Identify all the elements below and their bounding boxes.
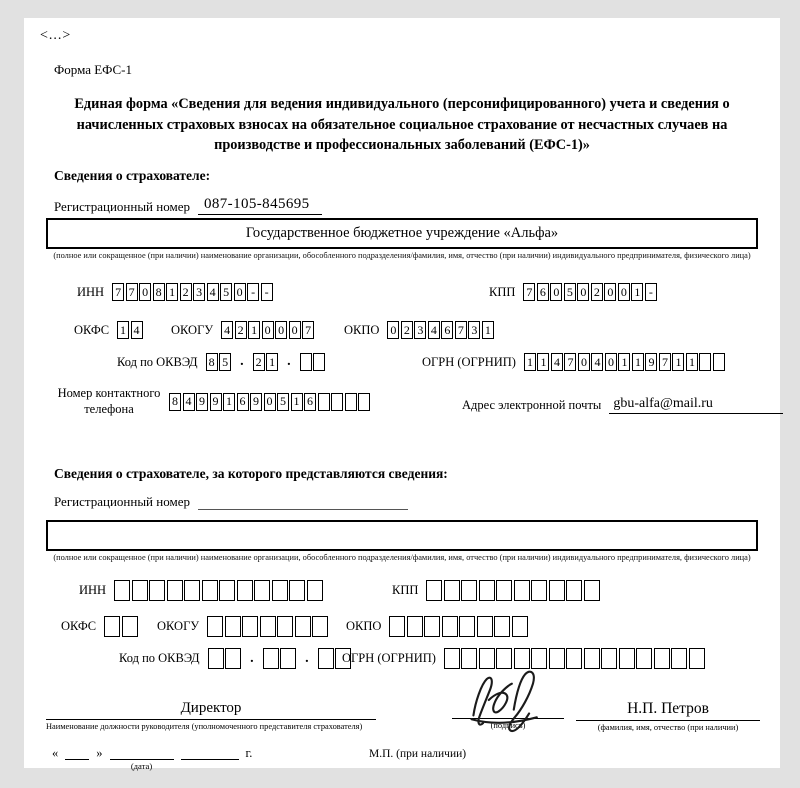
form-cell (219, 580, 235, 601)
form-cell (444, 648, 460, 669)
section2-okfs-field (61, 616, 138, 637)
form-cell (619, 648, 635, 669)
form-cell: 3 (414, 321, 426, 339)
form-cell: 0 (234, 283, 246, 301)
section2-okogu-field (157, 616, 328, 637)
name-caption: (фамилия, имя, отчество (при наличии) (597, 723, 739, 732)
ogrn-cells (524, 353, 725, 371)
ogrn-label: ОГРН (ОГРНИП) (342, 651, 436, 665)
form-page (24, 18, 780, 771)
okved-cells-1 (206, 353, 232, 371)
form-cell: 1 (266, 353, 278, 371)
form-cell (636, 648, 652, 669)
form-code-label: Форма ЕФС-1 (54, 62, 132, 77)
form-cell: 5 (219, 353, 231, 371)
name-value: Н.П. Петров (576, 700, 760, 721)
position-caption: Наименование должности руководителя (уполномоченного представителя страхователя) (46, 722, 363, 731)
form-cell: 0 (618, 283, 630, 301)
form-cell (477, 616, 493, 637)
form-cell (442, 616, 458, 637)
form-cell: 1 (482, 321, 494, 339)
form-cell (358, 393, 370, 411)
okfs-cells (104, 616, 138, 637)
section1-inn-field (77, 283, 273, 301)
date-row (52, 746, 252, 771)
form-cell (318, 393, 330, 411)
form-cell (104, 616, 120, 637)
stamp-label: М.П. (при наличии) (369, 748, 467, 760)
org-name-value: Государственное бюджетное учреждение «Альфа» (245, 225, 559, 241)
form-cell: 4 (221, 321, 233, 339)
form-cell (300, 353, 312, 371)
form-cell (263, 648, 279, 669)
form-cell (566, 580, 582, 601)
quote-close: » (96, 746, 103, 760)
form-cell (566, 648, 582, 669)
year-suffix: г. (245, 746, 253, 760)
inn-label: ИНН (79, 583, 107, 597)
okved-separator: . (287, 354, 291, 369)
form-cell: 2 (253, 353, 265, 371)
form-cell: 7 (455, 321, 467, 339)
form-cell (496, 580, 512, 601)
form-cell: 9 (250, 393, 262, 411)
form-cell (479, 580, 495, 601)
form-cell: 0 (605, 353, 617, 371)
form-cell (225, 616, 241, 637)
form-cell (307, 580, 323, 601)
form-cell: 7 (126, 283, 138, 301)
form-cell (312, 616, 328, 637)
form-cell: 6 (537, 283, 549, 301)
form-cell (295, 616, 311, 637)
email-value: gbu-alfa@mail.ru (609, 396, 783, 414)
form-cell: - (247, 283, 259, 301)
form-cell: 7 (523, 283, 535, 301)
form-cell: 0 (550, 283, 562, 301)
okpo-label: ОКПО (344, 322, 380, 337)
form-cell: 3 (468, 321, 480, 339)
form-cell (132, 580, 148, 601)
form-cell (549, 580, 565, 601)
section2-okved-field (119, 648, 351, 669)
form-cell: 6 (237, 393, 249, 411)
form-cell (459, 616, 475, 637)
form-cell: 7 (112, 283, 124, 301)
form-cell: 1 (537, 353, 549, 371)
inn-cells (114, 580, 323, 601)
okfs-label: ОКФС (61, 619, 97, 633)
signature-block (452, 672, 564, 730)
form-cell (167, 580, 183, 601)
name-signature-block (576, 700, 760, 732)
form-cell: 1 (117, 321, 129, 339)
form-cell: 1 (166, 283, 178, 301)
corner-mark: <...> (40, 28, 72, 43)
form-cell (671, 648, 687, 669)
form-cell (318, 648, 334, 669)
form-cell (444, 580, 460, 601)
date-month-blank (110, 746, 174, 760)
form-cell: 3 (193, 283, 205, 301)
reg-number-label: Регистрационный номер (54, 494, 190, 509)
form-cell (313, 353, 325, 371)
okfs-label: ОКФС (74, 322, 110, 337)
form-cell (514, 580, 530, 601)
form-cell: 4 (428, 321, 440, 339)
okved-cells-2 (263, 648, 297, 669)
signature-caption: (подпись) (490, 721, 526, 730)
form-cell: 6 (304, 393, 316, 411)
form-cell: 1 (248, 321, 260, 339)
form-cell: 5 (220, 283, 232, 301)
position-value: Директор (46, 700, 376, 720)
form-cell (584, 580, 600, 601)
section1-okved-field (117, 353, 325, 371)
okved-cells-1 (208, 648, 242, 669)
section1-kpp-field (489, 283, 657, 301)
form-cell: 0 (577, 283, 589, 301)
form-cell: 8 (206, 353, 218, 371)
section1-okpo-field (344, 321, 494, 339)
form-cell (424, 616, 440, 637)
form-cell (260, 616, 276, 637)
form-cell: 1 (632, 353, 644, 371)
form-cell: 7 (302, 321, 314, 339)
form-cell (407, 616, 423, 637)
form-cell: 1 (631, 283, 643, 301)
section1-reg-number-row (54, 196, 322, 215)
form-cell: 4 (591, 353, 603, 371)
okved-label: Код по ОКВЭД (119, 651, 200, 665)
form-cell: 4 (131, 321, 143, 339)
form-cell: 5 (277, 393, 289, 411)
form-cell: 0 (604, 283, 616, 301)
position-signature-block (46, 700, 376, 731)
form-cell: 1 (672, 353, 684, 371)
section1-ogrn-field (422, 353, 725, 371)
form-cell: 1 (524, 353, 536, 371)
form-cell (280, 648, 296, 669)
form-cell (114, 580, 130, 601)
form-cell (225, 648, 241, 669)
reg-number-value: 087-105-845695 (198, 196, 322, 215)
form-cell (207, 616, 223, 637)
section2-inn-field (79, 580, 323, 601)
phone-label: Номер контактного телефона (57, 386, 161, 416)
form-cell: 7 (564, 353, 576, 371)
okved-label: Код по ОКВЭД (117, 354, 198, 369)
signature-image (460, 666, 556, 736)
reg-number-label: Регистрационный номер (54, 199, 190, 214)
form-cell (601, 648, 617, 669)
form-cell (654, 648, 670, 669)
form-cell: 1 (618, 353, 630, 371)
form-cell (331, 393, 343, 411)
form-cell: 0 (264, 393, 276, 411)
kpp-label: КПП (392, 583, 419, 597)
form-cell (277, 616, 293, 637)
kpp-label: КПП (489, 284, 516, 299)
form-cell (184, 580, 200, 601)
form-cell: 0 (578, 353, 590, 371)
okved-cells-3 (300, 353, 326, 371)
form-cell: 0 (262, 321, 274, 339)
okogu-label: ОКОГУ (171, 322, 214, 337)
org-name-caption: (полное или сокращенное (при наличии) наименование организации, обособленного подразделения/фамилия, имя, отчество (при наличии) индивидуального предпринимателя, физического лица) (53, 251, 751, 260)
okved-separator: . (305, 650, 309, 666)
form-cell: 2 (235, 321, 247, 339)
okved-separator: . (250, 650, 254, 666)
form-cell: 8 (169, 393, 181, 411)
form-cell: 5 (564, 283, 576, 301)
form-cell (242, 616, 258, 637)
form-cell (345, 393, 357, 411)
phone-cells (169, 393, 370, 411)
section1-heading: Сведения о страхователе: (54, 168, 211, 183)
form-cell: 0 (289, 321, 301, 339)
section2-org-name-box (46, 520, 758, 551)
kpp-cells (523, 283, 657, 301)
form-cell: 2 (591, 283, 603, 301)
form-cell: 6 (441, 321, 453, 339)
form-cell (289, 580, 305, 601)
form-cell: 2 (401, 321, 413, 339)
form-cell (389, 616, 405, 637)
form-cell: 4 (183, 393, 195, 411)
form-cell (584, 648, 600, 669)
form-title: Единая форма «Сведения для ведения индивидуального (персонифицированного) учета и сведения о начисленных страховых взносах на обязательное социальное страхование от несчастных случаев на производстве и профессиональных заболеваний (ЕФС-1)» (74, 96, 730, 154)
form-cell (202, 580, 218, 601)
okpo-cells (389, 616, 528, 637)
okogu-label: ОКОГУ (157, 619, 200, 633)
form-cell: 1 (291, 393, 303, 411)
signature-line (452, 672, 564, 719)
section2-reg-number-row (54, 494, 408, 510)
form-cell: 9 (210, 393, 222, 411)
form-cell (531, 580, 547, 601)
form-cell: - (645, 283, 657, 301)
okogu-cells (207, 616, 328, 637)
form-cell (689, 648, 705, 669)
quote-open: « (52, 746, 59, 760)
org-name-caption: (полное или сокращенное (при наличии) наименование организации, обособленного подразделения/фамилия, имя, отчество (при наличии) индивидуального предпринимателя, физического лица) (53, 553, 751, 562)
section1-email-field (462, 396, 783, 414)
form-cell: 1 (686, 353, 698, 371)
section1-phone-field (57, 386, 370, 417)
email-label: Адрес электронной почты (462, 397, 602, 412)
form-cell (461, 580, 477, 601)
date-day-blank (65, 746, 89, 760)
section2-kpp-field (392, 580, 600, 601)
section1-okogu-field (171, 321, 314, 339)
form-cell: - (261, 283, 273, 301)
form-cell: 7 (659, 353, 671, 371)
form-cell: 0 (139, 283, 151, 301)
form-cell: 1 (223, 393, 235, 411)
date-month-column (110, 746, 174, 771)
inn-cells (112, 283, 273, 301)
section1-org-name-box (46, 218, 758, 249)
form-cell: 4 (207, 283, 219, 301)
okogu-cells (221, 321, 314, 339)
form-cell: 2 (180, 283, 192, 301)
form-cell: 9 (196, 393, 208, 411)
section1-okfs-field (74, 321, 143, 339)
form-cell (149, 580, 165, 601)
form-cell (272, 580, 288, 601)
form-cell: 8 (153, 283, 165, 301)
form-cell (122, 616, 138, 637)
form-cell (512, 616, 528, 637)
date-year-blank (181, 746, 239, 760)
okpo-label: ОКПО (346, 619, 382, 633)
form-cell (494, 616, 510, 637)
form-cell: 0 (275, 321, 287, 339)
form-cell (254, 580, 270, 601)
form-cell (208, 648, 224, 669)
kpp-cells (426, 580, 600, 601)
inn-label: ИНН (77, 284, 105, 299)
okfs-cells (117, 321, 143, 339)
form-cell (713, 353, 725, 371)
section2-heading: Сведения о страхователе, за которого представляются сведения: (54, 466, 448, 481)
date-caption: (дата) (130, 761, 153, 771)
okpo-cells (387, 321, 494, 339)
section2-okpo-field (346, 616, 528, 637)
form-cell: 9 (645, 353, 657, 371)
reg-number-blank (198, 495, 408, 510)
form-cell (237, 580, 253, 601)
okved-separator: . (240, 354, 244, 369)
ogrn-label: ОГРН (ОГРНИП) (422, 354, 516, 369)
form-cell: 0 (387, 321, 399, 339)
okved-cells-2 (253, 353, 279, 371)
form-cell: 4 (551, 353, 563, 371)
form-cell (426, 580, 442, 601)
form-cell (699, 353, 711, 371)
